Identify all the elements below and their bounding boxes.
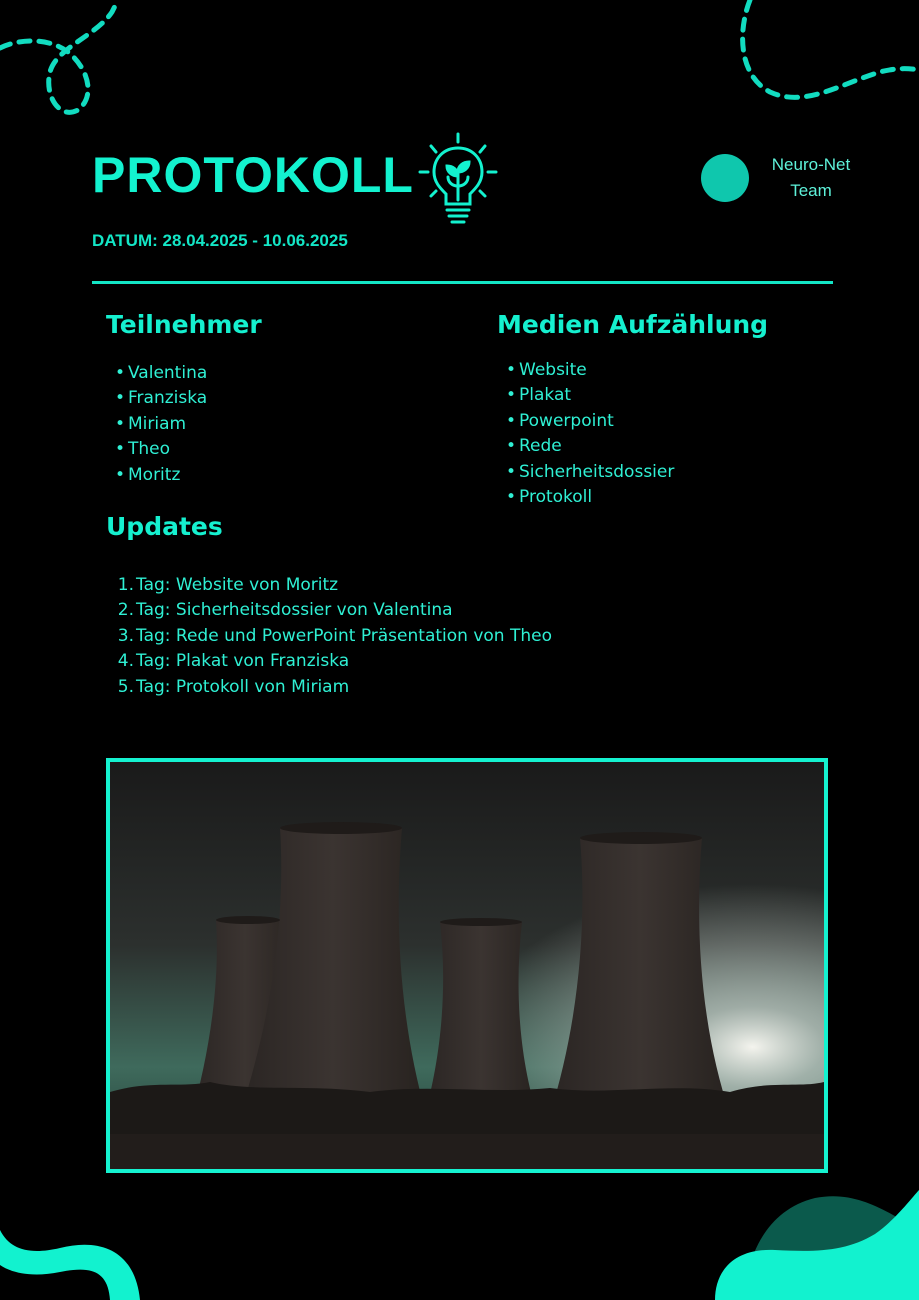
updates-heading: Updates bbox=[106, 512, 223, 541]
list-item: • Website bbox=[497, 358, 674, 383]
list-item: • Rede bbox=[497, 434, 674, 459]
list-item: • Powerpoint bbox=[497, 409, 674, 434]
header-divider bbox=[92, 281, 833, 284]
page-title: PROTOKOLL bbox=[92, 147, 414, 203]
dashed-curve-top-right bbox=[730, 0, 919, 110]
list-item: • Sicherheitsdossier bbox=[497, 460, 674, 485]
dashed-curve-top-left bbox=[0, 0, 140, 130]
list-number: 5. bbox=[117, 676, 134, 697]
list-text: Tag: Website von Moritz bbox=[136, 575, 339, 595]
date-range: DATUM: 28.04.2025 - 10.06.2025 bbox=[92, 231, 348, 250]
list-number: 2. bbox=[117, 600, 134, 621]
list-item: • Plakat bbox=[497, 383, 674, 408]
list-item bbox=[106, 598, 552, 623]
team-name: Neuro-Net Team bbox=[771, 155, 851, 200]
team-avatar bbox=[701, 154, 749, 202]
list-text: Tag: Rede und PowerPoint Präsentation von Theo bbox=[136, 625, 552, 646]
media-heading: Medien Aufzählung bbox=[497, 310, 769, 339]
list-text: Tag: Plakat von Franziska bbox=[136, 651, 350, 672]
list-number: 3. bbox=[117, 625, 134, 646]
list-item: • Franziska bbox=[106, 386, 207, 411]
list-item bbox=[106, 624, 552, 649]
list-item: • Protokoll bbox=[497, 485, 674, 510]
list-text: Tag: Sicherheitsdossier von Valentina bbox=[136, 600, 453, 621]
list-item bbox=[106, 573, 552, 598]
list-text: Tag: Protokoll von Miriam bbox=[136, 676, 350, 697]
list-item bbox=[106, 675, 552, 700]
cooling-towers-photo bbox=[106, 758, 828, 1173]
list-item bbox=[106, 649, 552, 674]
updates-list bbox=[106, 573, 552, 700]
blob-bottom-right bbox=[715, 1190, 919, 1300]
list-item: • Theo bbox=[106, 437, 207, 462]
list-item: • Miriam bbox=[106, 412, 207, 437]
list-number: 1. bbox=[117, 575, 134, 595]
participants-list bbox=[106, 361, 207, 488]
wave-bottom-left bbox=[0, 1210, 160, 1300]
media-list bbox=[497, 358, 674, 510]
list-item: • Valentina bbox=[106, 361, 207, 386]
list-item: • Moritz bbox=[106, 463, 207, 488]
participants-heading: Teilnehmer bbox=[106, 310, 262, 339]
lightbulb-plant-icon bbox=[416, 130, 500, 226]
list-number: 4. bbox=[117, 651, 134, 672]
